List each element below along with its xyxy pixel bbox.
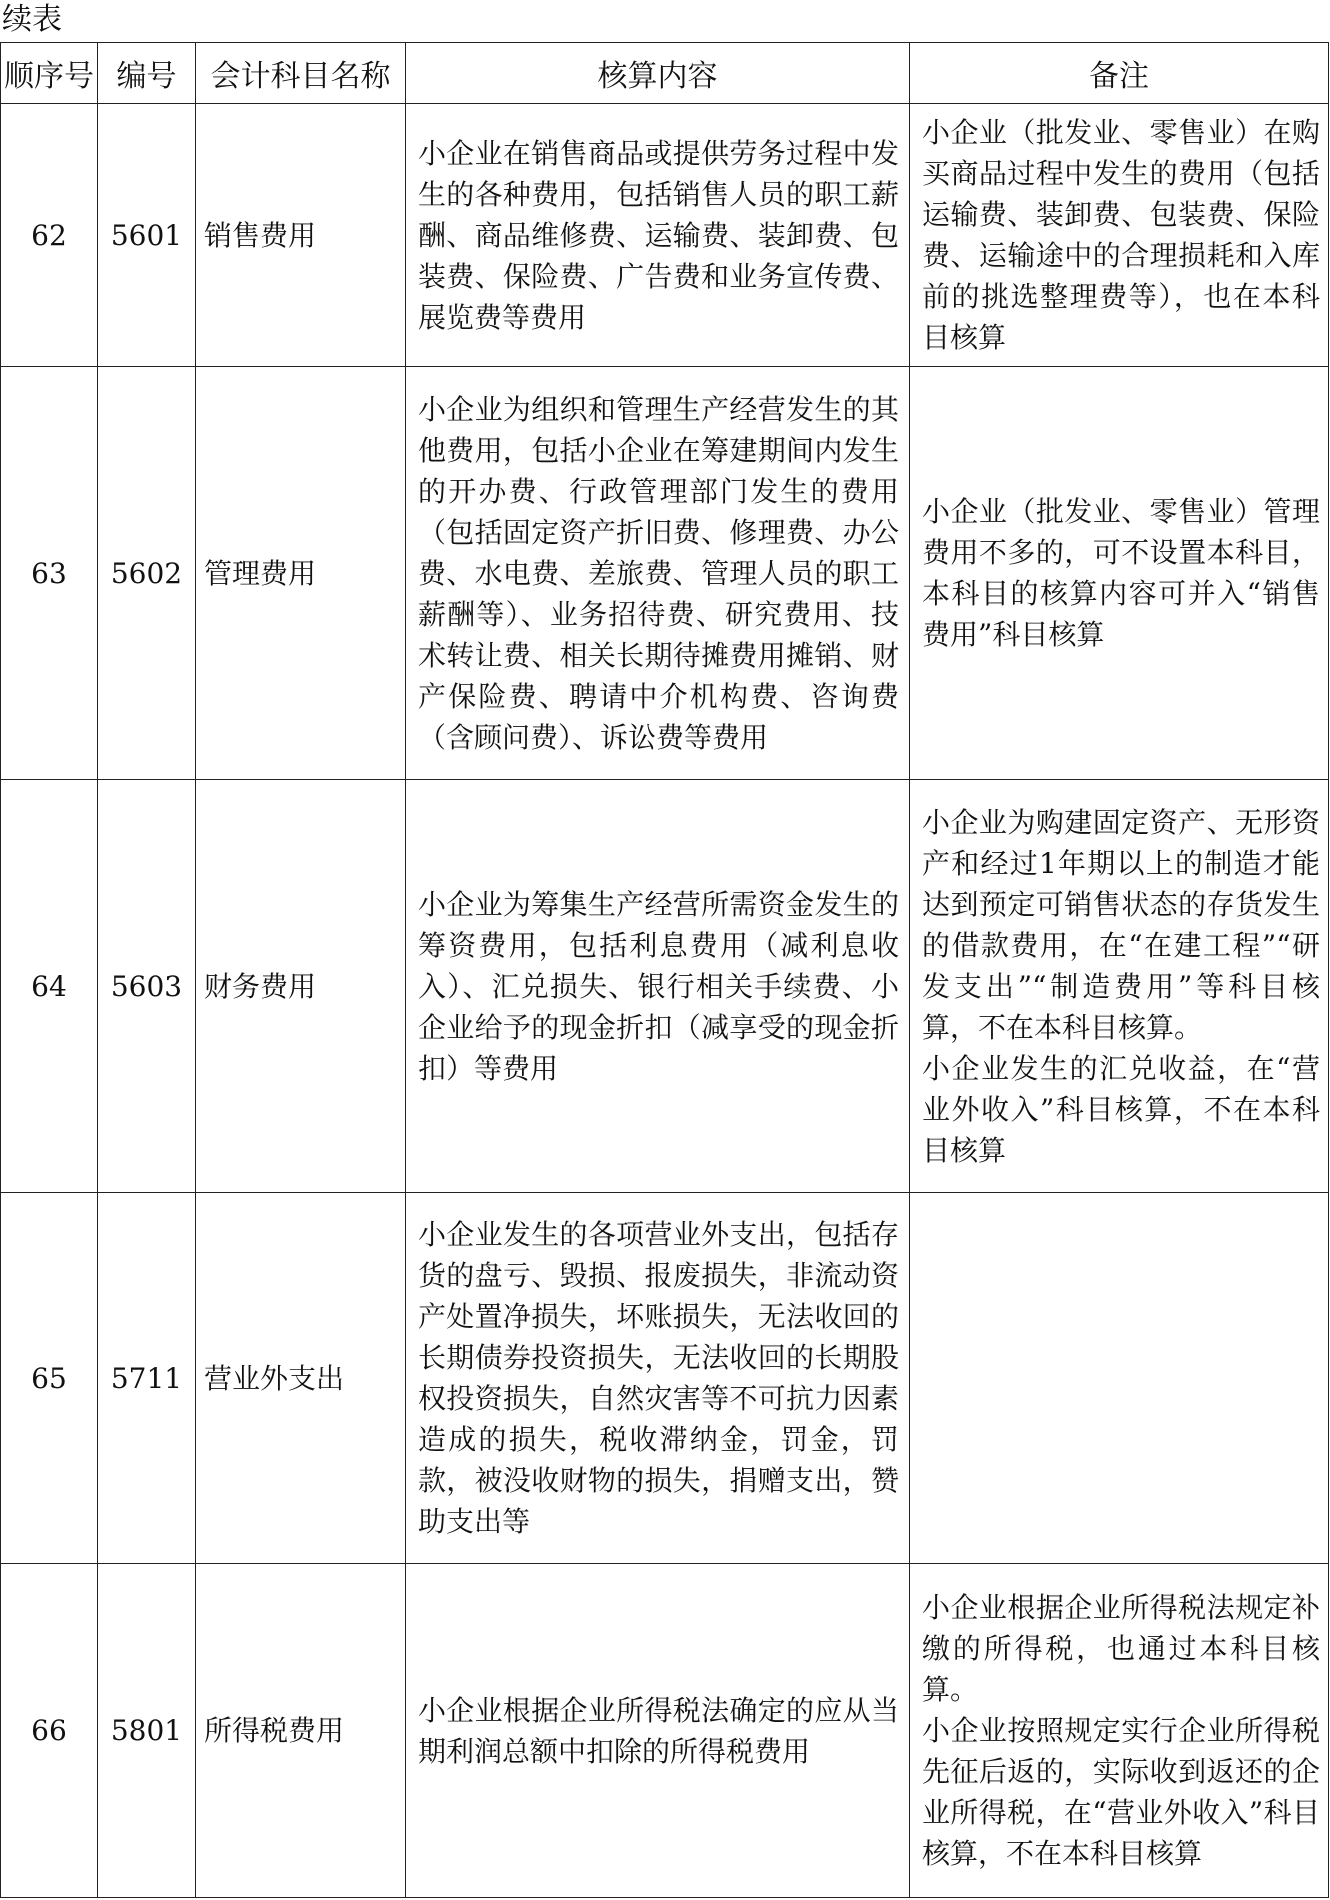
row-note	[910, 1564, 1329, 1898]
note-paragraph: 小企业为购建固定资产、无形资产和经过1年期以上的制造才能达到预定可销售状态的存货发生的借款费用，在“在建工程”“研发支出”“制造费用”等科目核算，不在本科目核算。	[922, 805, 1320, 1044]
row-content: 小企业在销售商品或提供劳务过程中发生的各种费用，包括销售人员的职工薪酬、商品维修费、运输费、装卸费、包装费、保险费、广告费和业务宣传费、展览费等费用	[406, 104, 910, 367]
header-name: 会计科目名称	[196, 43, 406, 104]
row-account-name: 财务费用	[196, 780, 406, 1193]
row-code: 5602	[98, 367, 196, 780]
row-account-name: 管理费用	[196, 367, 406, 780]
row-account-name: 所得税费用	[196, 1564, 406, 1898]
row-note	[910, 104, 1329, 367]
row-code: 5603	[98, 780, 196, 1193]
table-row	[1, 104, 1329, 367]
row-note	[910, 367, 1329, 780]
row-seq: 65	[1, 1193, 98, 1564]
header-row	[1, 43, 1329, 104]
row-seq: 62	[1, 104, 98, 367]
note-paragraph: 小企业（批发业、零售业）在购买商品过程中发生的费用（包括运输费、装卸费、包装费、保险费、运输途中的合理损耗和入库前的挑选整理费等），也在本科目核算	[922, 116, 1320, 354]
header-content: 核算内容	[406, 43, 910, 104]
row-code: 5601	[98, 104, 196, 367]
table-row	[1, 1564, 1329, 1898]
note-paragraph: 小企业发生的汇兑收益，在“营业外收入”科目核算，不在本科目核算	[922, 1051, 1320, 1167]
account-table	[0, 42, 1329, 1898]
row-seq: 63	[1, 367, 98, 780]
note-paragraph: 小企业（批发业、零售业）管理费用不多的，可不设置本科目，本科目的核算内容可并入“销售费用”科目核算	[922, 495, 1320, 651]
row-content: 小企业发生的各项营业外支出，包括存货的盘亏、毁损、报废损失，非流动资产处置净损失，坏账损失，无法收回的长期债券投资损失，无法收回的长期股权投资损失，自然灾害等不可抗力因素造成的损失，税收滞纳金，罚金，罚款，被没收财物的损失，捐赠支出，赞助支出等	[406, 1193, 910, 1564]
table-row	[1, 1193, 1329, 1564]
note-paragraph: 小企业根据企业所得税法规定补缴的所得税，也通过本科目核算。	[922, 1591, 1320, 1706]
header-note: 备注	[910, 43, 1329, 104]
table-caption: 续表	[2, 2, 62, 37]
header-code: 编号	[98, 43, 196, 104]
note-paragraph: 小企业按照规定实行企业所得税先征后返的，实际收到返还的企业所得税，在“营业外收入”科目核算，不在本科目核算	[922, 1714, 1320, 1870]
header-seq: 顺序号	[1, 43, 98, 104]
row-content: 小企业根据企业所得税法确定的应从当期利润总额中扣除的所得税费用	[406, 1564, 910, 1898]
row-seq: 64	[1, 780, 98, 1193]
table-row	[1, 780, 1329, 1193]
row-code: 5711	[98, 1193, 196, 1564]
row-note	[910, 1193, 1329, 1564]
row-account-name: 营业外支出	[196, 1193, 406, 1564]
table-row	[1, 367, 1329, 780]
row-note	[910, 780, 1329, 1193]
row-code: 5801	[98, 1564, 196, 1898]
row-content: 小企业为组织和管理生产经营发生的其他费用，包括小企业在筹建期间内发生的开办费、行政管理部门发生的费用（包括固定资产折旧费、修理费、办公费、水电费、差旅费、管理人员的职工薪酬等）、业务招待费、研究费用、技术转让费、相关长期待摊费用摊销、财产保险费、聘请中介机构费、咨询费（含顾问费）、诉讼费等费用	[406, 367, 910, 780]
row-account-name: 销售费用	[196, 104, 406, 367]
row-content: 小企业为筹集生产经营所需资金发生的筹资费用，包括利息费用（减利息收入）、汇兑损失、银行相关手续费、小企业给予的现金折扣（减享受的现金折扣）等费用	[406, 780, 910, 1193]
row-seq: 66	[1, 1564, 98, 1898]
